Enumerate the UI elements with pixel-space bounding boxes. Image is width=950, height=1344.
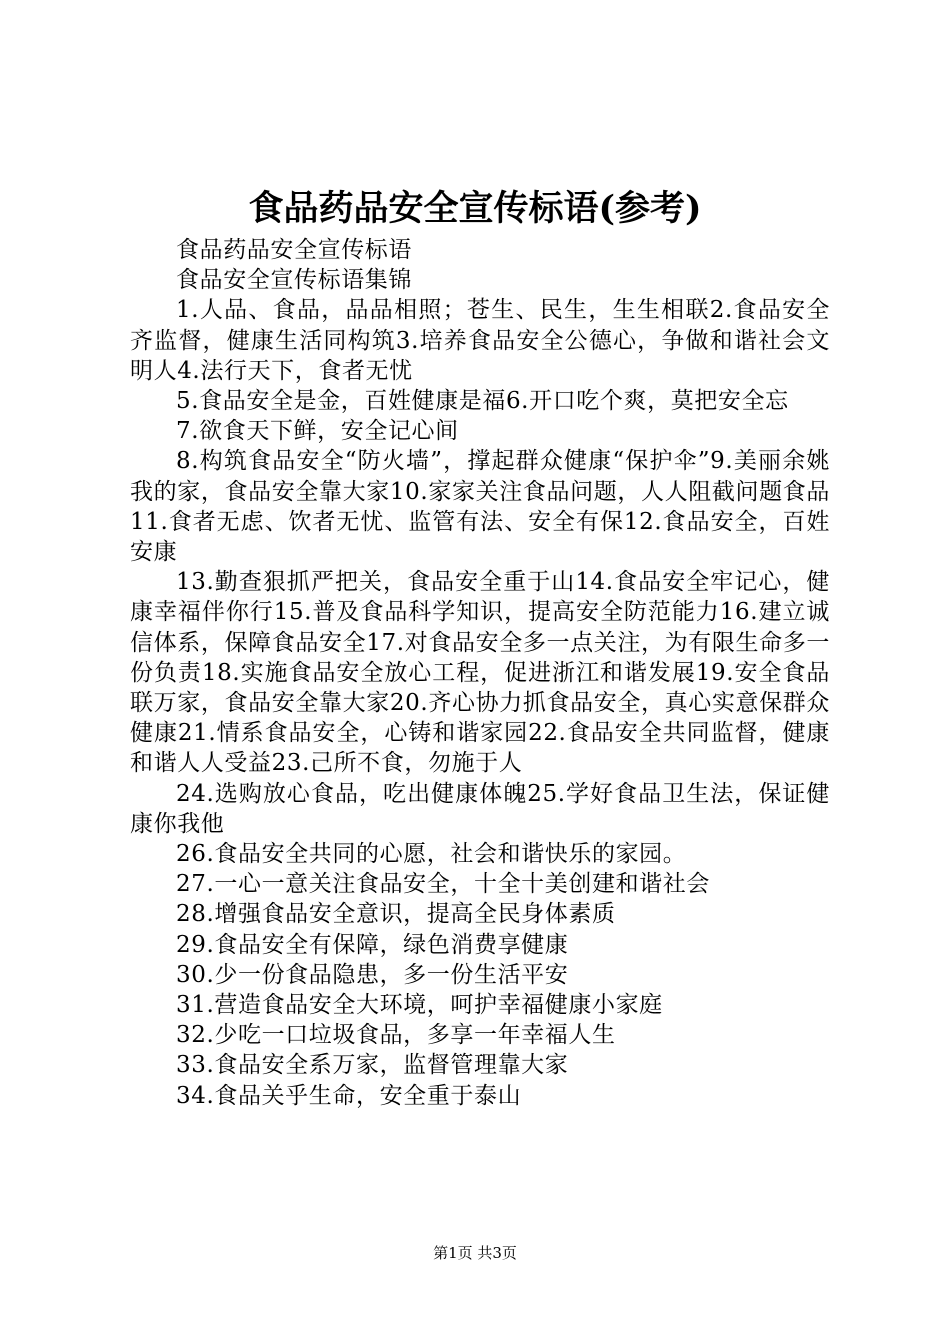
paragraph: 34.食品关乎生命，安全重于泰山 xyxy=(176,1082,522,1109)
paragraph: 1.人品、食品，品品相照；苍生、民生，生生相联2.食品安全齐监督，健康生活同构筑3.培养食品安全公德心，争做和谐社会文明人4.法行天下，食者无忧 xyxy=(130,297,830,384)
paragraph: 8.构筑食品安全“防火墙”，撑起群众健康“保护伞”9.美丽余姚我的家，食品安全靠大家10.家家关注食品问题，人人阻截问题食品11.食者无虑、饮者无忧、监管有法、安全有保12.食品安全，百姓安康 xyxy=(130,448,830,566)
paragraph: 5.食品安全是金，百姓健康是福6.开口吃个爽，莫把安全忘 xyxy=(176,388,789,415)
paragraph: 32.少吃一口垃圾食品，多享一年幸福人生 xyxy=(176,1022,616,1049)
paragraph: 27.一心一意关注食品安全，十全十美创建和谐社会 xyxy=(176,871,710,898)
paragraph: 7.欲食天下鲜，安全记心间 xyxy=(176,418,459,445)
paragraph: 24.选购放心食品，吃出健康体魄25.学好食品卫生法，保证健康你我他 xyxy=(130,780,830,837)
paragraph: 26.食品安全共同的心愿，社会和谐快乐的家园。 xyxy=(176,841,687,868)
paragraph: 28.增强食品安全意识，提高全民身体素质 xyxy=(176,901,616,928)
paragraph-subheading: 食品安全宣传标语集锦 xyxy=(176,267,412,294)
paragraph: 13.勤查狠抓严把关，食品安全重于山14.食品安全牢记心，健康幸福伴你行15.普及食品科学知识，提高安全防范能力16.建立诚信体系，保障食品安全17.对食品安全多一点关注，为有限生命多一份负责18.实施食品安全放心工程，促进浙江和谐发展19.安全食品联万家，食品安全靠大家20.齐心协力抓食品安全，真心实意保群众健康21.情系食品安全，心铸和谐家园22.食品安全共同监督，健康和谐人人受益23.己所不食，勿施于人 xyxy=(130,569,830,777)
document-body xyxy=(130,235,830,1111)
paragraph: 33.食品安全系万家，监督管理靠大家 xyxy=(176,1052,569,1079)
page-number-footer: 第1页 共3页 xyxy=(433,1244,517,1262)
paragraph: 29.食品安全有保障，绿色消费享健康 xyxy=(176,931,569,958)
paragraph: 31.营造食品安全大环境，呵护幸福健康小家庭 xyxy=(176,992,663,1019)
paragraph-heading: 食品药品安全宣传标语 xyxy=(176,237,412,263)
paragraph: 30.少一份食品隐患，多一份生活平安 xyxy=(176,961,569,988)
page-title: 食品药品安全宣传标语(参考) xyxy=(248,188,702,229)
